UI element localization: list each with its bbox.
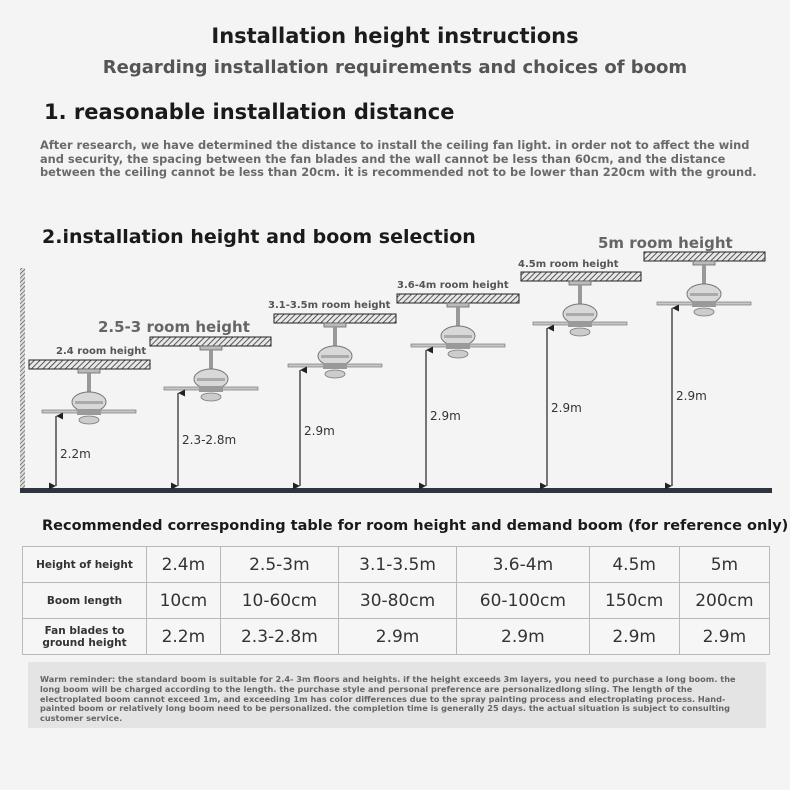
- table-cell: 10cm: [147, 583, 221, 619]
- section1-heading: 1. reasonable installation distance: [44, 100, 455, 124]
- table-cell: 5m: [679, 547, 769, 583]
- table-cell: 200cm: [679, 583, 769, 619]
- ceiling-fan-icon: [164, 346, 258, 401]
- table-cell: 2.9m: [589, 619, 679, 655]
- section2-heading: 2.installation height and boom selection: [42, 226, 476, 248]
- room-height-label: 3.6-4m room height: [397, 280, 509, 291]
- table-row: [23, 583, 770, 619]
- table-cell: 4.5m: [589, 547, 679, 583]
- table-cell: 3.1-3.5m: [338, 547, 456, 583]
- table-cell: 2.5-3m: [220, 547, 338, 583]
- ceiling-slab: [521, 272, 641, 281]
- ceiling-slab: [274, 314, 396, 323]
- page-subtitle: Regarding installation requirements and choices of boom: [102, 57, 688, 78]
- ceiling-fan-icon: [42, 369, 136, 424]
- wall: [20, 268, 25, 492]
- row-header: Fan blades to ground height: [23, 619, 147, 655]
- room-height-label: 5m room height: [598, 234, 733, 252]
- ceiling-fan-icon: [288, 323, 382, 378]
- spec-table: [22, 546, 770, 655]
- section1-paragraph: After research, we have determined the distance to install the ceiling fan light. in order not to affect the wind and security, the spacing between the fan blades and the wall cannot be less than 60cm, and the distance between the ceiling cannot be less than 20cm. it is recommended not to be lower than 220cm with the ground.: [40, 138, 757, 180]
- row-header: Height of height: [23, 547, 147, 583]
- ceiling-slab: [397, 294, 519, 303]
- table-cell: 10-60cm: [220, 583, 338, 619]
- dimension-label: 2.9m: [551, 401, 582, 415]
- table-cell: 2.9m: [457, 619, 589, 655]
- table-row: [23, 619, 770, 655]
- table-cell: 2.9m: [338, 619, 456, 655]
- room-height-label: 3.1-3.5m room height: [268, 300, 391, 311]
- warm-reminder: Warm reminder: the standard boom is suitable for 2.4- 3m floors and heights. if the height exceeds 3m layers, you need to purchase a long boom. the long boom will be charged according to the length. the purchase style and personal preference are personalizedlong sling. The length of the electroplated boom cannot exceed 1m, and exceeding 1m has color differences due to the spray painting process and electroplating process. Hand-painted boom or relatively long boom need to be personalized. the completion time is generally 25 days. the actual situation is subject to consulting customer service.: [28, 662, 766, 728]
- table-title: Recommended corresponding table for room height and demand boom (for reference only): [42, 518, 789, 534]
- dimension-label: 2.2m: [60, 447, 91, 461]
- ceiling-slab: [644, 252, 765, 261]
- table-cell: 2.4m: [147, 547, 221, 583]
- room-3: [268, 300, 396, 486]
- ceiling-slab: [29, 360, 150, 369]
- dimension-label: 2.9m: [676, 389, 707, 403]
- floor: [20, 488, 772, 493]
- room-height-label: 2.5-3 room height: [98, 318, 250, 336]
- dimension-label: 2.9m: [430, 409, 461, 423]
- dimension-label: 2.9m: [304, 424, 335, 438]
- page-title: Installation height instructions: [211, 24, 579, 48]
- ceiling-fan-icon: [411, 303, 505, 358]
- table-cell: 30-80cm: [338, 583, 456, 619]
- room-5: [518, 259, 641, 486]
- ceiling-fan-icon: [657, 261, 751, 316]
- table-row: [23, 547, 770, 583]
- table-cell: 2.9m: [679, 619, 769, 655]
- dimension-label: 2.3-2.8m: [182, 433, 237, 447]
- room-4: [397, 280, 519, 486]
- room-1: [29, 346, 150, 486]
- table-cell: 2.2m: [147, 619, 221, 655]
- ceiling-slab: [150, 337, 271, 346]
- room-height-label: 2.4 room height: [56, 346, 147, 357]
- installation-diagram: [0, 230, 790, 500]
- room-height-label: 4.5m room height: [518, 259, 619, 270]
- table-cell: 60-100cm: [457, 583, 589, 619]
- table-cell: 150cm: [589, 583, 679, 619]
- table-cell: 3.6-4m: [457, 547, 589, 583]
- room-2: [98, 318, 271, 486]
- ceiling-fan-icon: [533, 281, 627, 336]
- row-header: Boom length: [23, 583, 147, 619]
- table-cell: 2.3-2.8m: [220, 619, 338, 655]
